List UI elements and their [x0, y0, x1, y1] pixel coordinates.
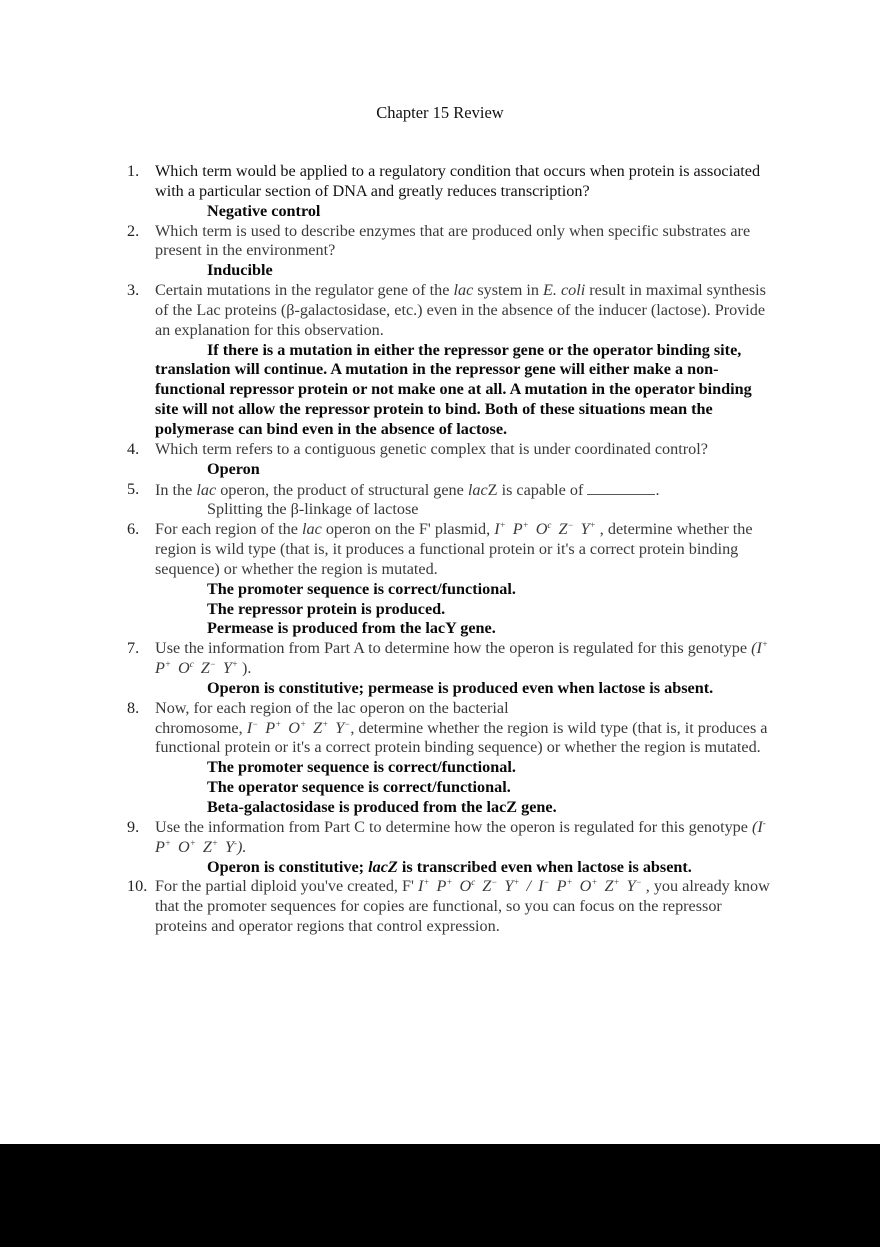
question-number: 3.	[127, 281, 140, 300]
text-segment: For each region of the	[155, 520, 302, 539]
question-text: Which term would be applied to a regulatory condition that occurs when protein is associated with a particular section of DNA and greatly reduces transcription?	[155, 162, 761, 200]
page-title: Chapter 15 Review	[376, 103, 504, 122]
text-segment: , determine whether the region is wild type (that is, it produces a functional protein or it's a correct protein binding sequence) or whether the region is mutated.	[155, 520, 753, 578]
answer-text: Operon is constitutive; lacZ is transcribed even when lactose is absent.	[207, 857, 692, 876]
answer-text: Operon	[207, 459, 260, 478]
text-segment: For the partial diploid you've created, F'	[155, 877, 418, 896]
bottom-black-bar	[0, 1144, 880, 1247]
text-segment: result in maximal synthesis of the Lac proteins (β-galactosidase, etc.) even in the absence of the inducer (lactose). Provide an explanation for this observation.	[155, 281, 766, 339]
question-text	[155, 818, 766, 856]
question-text	[155, 481, 659, 499]
question-text	[155, 520, 753, 578]
text-segment: operon, the product of structural gene	[216, 480, 468, 499]
text-segment: Now, for each region of the lac operon on the bacterial	[155, 698, 509, 717]
text-segment: Use the information from Part A to determine how the operon is regulated for this genotype	[155, 639, 752, 658]
answer-text: If there is a mutation in either the repressor gene or the operator binding site, translation will continue. A mutation in the repressor gene will either make a non-functional repressor protein or not make one at all. A mutation in the operator binding site will not allow the repressor protein to bind. Both of these situations mean the polymerase can bind even in the absence of lactose.	[155, 340, 752, 438]
question-text	[155, 639, 768, 677]
question-number: 9.	[127, 817, 140, 836]
italic-term: lac	[453, 281, 474, 300]
question-text	[155, 877, 770, 935]
question-number: 7.	[127, 639, 140, 658]
genotype-f-plasmid: I+ P+ $O^c$ Z− Y+ / I− P+ O+ Z+ Y−	[417, 877, 642, 896]
question-list	[127, 162, 772, 937]
answer-text: Beta-galactosidase is produced from the lacZ gene.	[207, 798, 557, 816]
answer-text: The repressor protein is produced.	[207, 599, 446, 618]
genotype: I− P+ O+ Z+ Y−	[246, 718, 351, 737]
italic-term: lac	[467, 480, 488, 499]
text-segment: system in	[473, 281, 543, 300]
question-number: 4.	[127, 439, 140, 458]
question-2	[127, 222, 772, 282]
text-segment: .	[655, 480, 660, 499]
question-number: 1.	[127, 162, 140, 180]
question-text	[155, 281, 766, 339]
question-1	[127, 162, 772, 222]
genotype: I+ P+ $O^c$ Z− Y+	[494, 520, 596, 539]
answer-text: The promoter sequence is correct/functional.	[207, 758, 516, 777]
text-segment: Use the information from Part C to determine how the operon is regulated for this genotype	[155, 817, 752, 836]
question-5	[127, 480, 772, 521]
text-segment: Certain mutations in the regulator gene of the	[155, 281, 454, 300]
genotype: (I- P+ O+ Z+ Y-).	[155, 817, 766, 856]
question-number: 5.	[127, 479, 140, 498]
question-3	[127, 281, 772, 440]
text-segment: , you already know that the promoter sequences for copies are functional, so you can focus on the repressor proteins and operator regions that control expression.	[155, 877, 770, 936]
question-8	[127, 699, 772, 818]
fill-in-blank	[587, 480, 655, 495]
question-number: 10.	[127, 877, 148, 896]
question-9	[127, 818, 772, 878]
question-text: Which term is used to describe enzymes that are produced only when specific substrates are present in the environment?	[155, 221, 751, 260]
text-segment: operon on the F' plasmid,	[321, 520, 495, 539]
question-4	[127, 440, 772, 480]
italic-term: lac	[301, 520, 322, 539]
text-segment: ).	[238, 659, 252, 678]
question-text	[155, 699, 767, 757]
species-name: E. coli	[542, 281, 586, 300]
question-number: 2.	[127, 221, 140, 240]
question-number: 8.	[127, 698, 140, 717]
answer-text: Operon is constitutive; permease is produced even when lactose is absent.	[207, 678, 714, 697]
text-segment: In the	[155, 480, 197, 499]
answer-text: Negative control	[207, 201, 321, 220]
answer-text: Splitting the β-linkage of lactose	[207, 500, 419, 519]
text-segment: Z is capable of	[487, 480, 588, 499]
question-6	[127, 520, 772, 639]
answer-text: Permease is produced from the lacY gene.	[207, 619, 496, 638]
answer-text: The promoter sequence is correct/functional.	[207, 579, 516, 598]
question-number: 6.	[127, 520, 140, 539]
italic-term: lacZ	[368, 857, 398, 876]
text-segment: chromosome,	[155, 718, 247, 737]
italic-term: lac	[196, 480, 217, 499]
answer-text: The operator sequence is correct/functional.	[207, 778, 511, 797]
text-segment: , determine whether the region is wild type (that is, it produces a functional protein or it's a correct protein binding sequence) or whether the region is mutated.	[155, 718, 768, 757]
genotype: (I+ P+ $O^c$ Z− Y+	[155, 639, 768, 678]
question-10	[127, 877, 772, 937]
question-7	[127, 639, 772, 699]
question-text: Which term refers to a contiguous genetic complex that is under coordinated control?	[155, 439, 708, 458]
answer-text: Inducible	[207, 261, 273, 280]
